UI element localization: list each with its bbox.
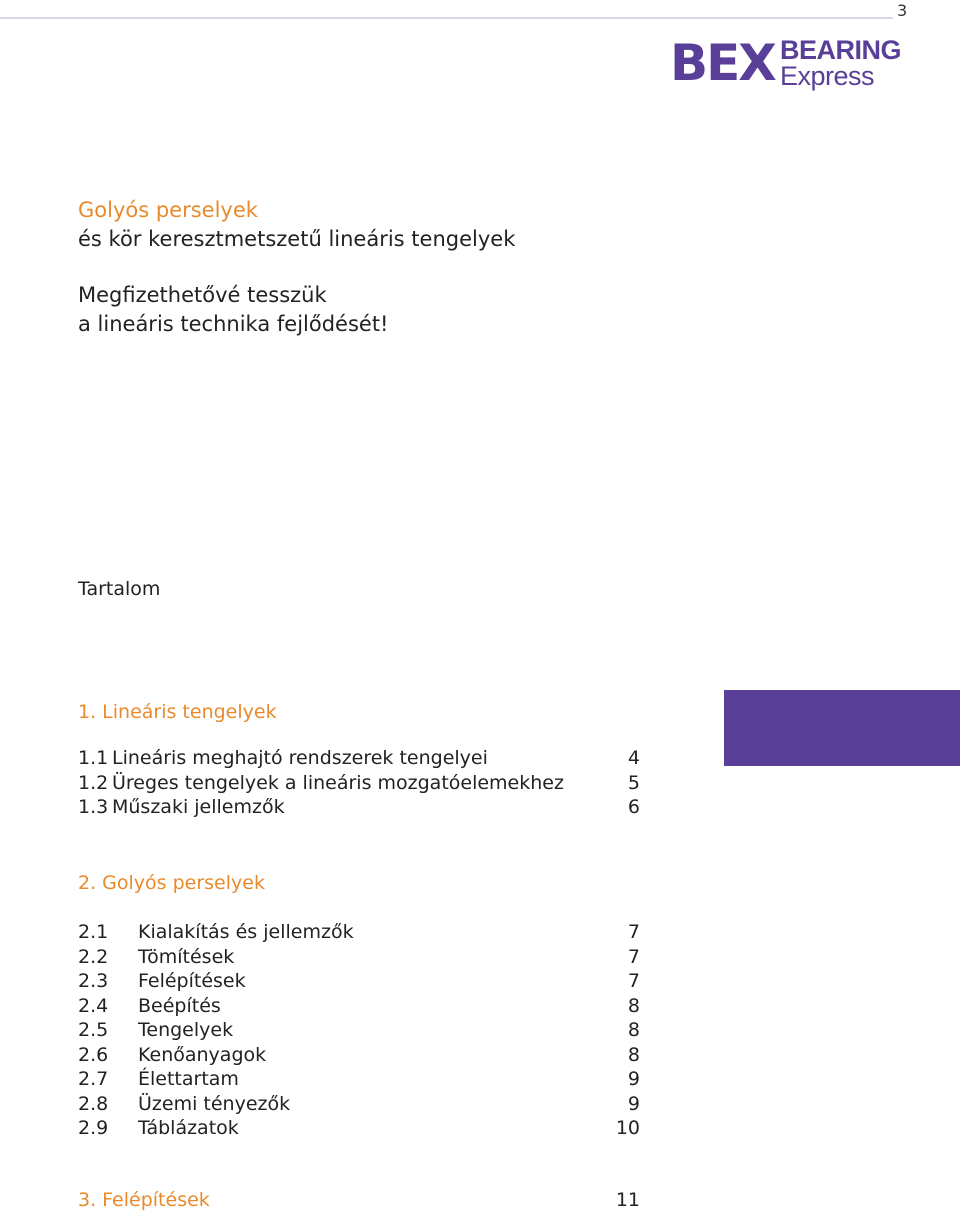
toc-entry-label: Felépítések (138, 970, 246, 992)
toc-entry-label: Táblázatok (138, 1117, 239, 1139)
toc-entry-number: 2.5 (78, 1019, 109, 1041)
logo-brand-line2: Express (780, 61, 875, 91)
toc-entry-number: 2.2 (78, 945, 109, 968)
toc-entry-number: 2.4 (78, 994, 109, 1017)
toc-entry-page: 5 (627, 771, 640, 794)
toc-entry-label: Műszaki jellemzők (112, 796, 285, 818)
toc-section-2 (78, 871, 640, 896)
toc-entry-page: 6 (627, 796, 640, 818)
toc-entry[interactable] (78, 1092, 640, 1117)
decorative-purple-block (724, 690, 960, 766)
tagline-line2: a lineáris technika fejlődését! (78, 312, 389, 336)
toc-entry-page: 7 (627, 970, 640, 992)
toc-entry-page: 8 (627, 1043, 640, 1066)
toc-entry[interactable] (78, 1043, 640, 1068)
toc-entry-number: 2.8 (78, 1092, 109, 1115)
toc-section-3 (78, 1188, 640, 1213)
toc-entry-number: 1.3 (78, 796, 109, 818)
section-heading: 3. Felépítések (78, 1189, 210, 1211)
toc-entry-number: 2.3 (78, 970, 109, 992)
page-number: 3 (897, 1, 908, 20)
toc-entry[interactable] (78, 945, 640, 970)
toc-entry[interactable] (78, 1188, 640, 1213)
toc-section-2-items (78, 920, 640, 1141)
tagline-line1: Megfizethetővé tesszük (78, 283, 327, 307)
toc-entry[interactable] (78, 994, 640, 1019)
toc-entry-label: Lineáris meghajtó rendszerek tengelyei (112, 747, 488, 769)
toc-entry-label: Beépítés (138, 994, 221, 1017)
toc-entry[interactable] (78, 1067, 640, 1092)
toc-entry-number: 2.9 (78, 1117, 109, 1139)
title-line1: Golyós perselyek (78, 198, 258, 222)
toc-entry-page: 8 (627, 1019, 640, 1041)
toc-entry-number: 2.1 (78, 921, 109, 943)
toc-entry[interactable] (78, 771, 640, 796)
logo-brand-line1: BEARING (780, 35, 902, 65)
toc-entry[interactable] (78, 920, 640, 945)
toc-entry[interactable] (78, 969, 640, 994)
toc-entry-number: 1.2 (78, 771, 109, 794)
toc-entry-number: 2.6 (78, 1043, 109, 1066)
toc-entry-page: 7 (627, 945, 640, 968)
toc-entry[interactable] (78, 1116, 640, 1141)
header-rule (0, 17, 893, 19)
toc-entry-label: Üzemi tényezők (138, 1092, 291, 1115)
toc-entry-page: 4 (627, 747, 640, 769)
toc-entry-page: 9 (627, 1068, 640, 1090)
toc-section-1-items (78, 746, 640, 820)
toc-section-1 (78, 700, 640, 725)
toc-entry-page: 7 (627, 921, 640, 943)
toc-entry-label: Tengelyek (138, 1019, 234, 1041)
toc-entry-label: Élettartam (138, 1068, 239, 1090)
toc-entry-page: 9 (627, 1092, 640, 1115)
toc-entry-number: 2.7 (78, 1068, 109, 1090)
toc-entry-page: 10 (615, 1117, 640, 1139)
toc-entry-label: Kenőanyagok (138, 1043, 267, 1066)
toc-entry[interactable] (78, 795, 640, 820)
toc-entry-label: Kialakítás és jellemzők (138, 921, 354, 943)
toc-entry-page: 8 (627, 994, 640, 1017)
toc-entry-label: Tömítések (138, 945, 235, 968)
title-line2: és kör keresztmetszetű lineáris tengelyek (78, 227, 516, 251)
section-heading: 1. Lineáris tengelyek (78, 701, 277, 723)
toc-entry[interactable] (78, 1018, 640, 1043)
section-heading: 2. Golyós perselyek (78, 872, 265, 894)
logo-mark: BEX (670, 34, 775, 92)
toc-entry-label: Üreges tengelyek a lineáris mozgatóelemekhez (112, 771, 564, 794)
toc-entry-page: 11 (615, 1189, 640, 1211)
bearing-express-logo (670, 34, 915, 92)
contents-heading: Tartalom (78, 578, 161, 600)
toc-entry-number: 1.1 (78, 747, 109, 769)
toc-entry[interactable] (78, 746, 640, 771)
